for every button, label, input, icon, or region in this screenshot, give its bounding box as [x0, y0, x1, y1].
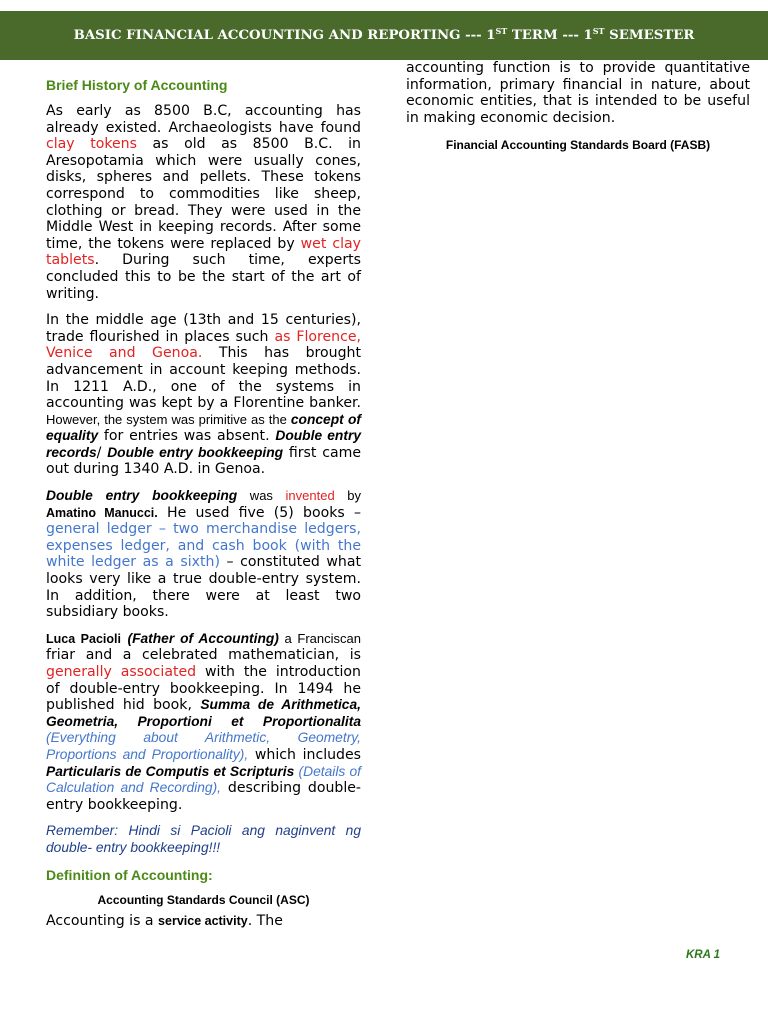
- paragraph-middle-age: In the middle age (13th and 15 centuries), trade flourished in places such as Florence, Venice and Genoa. This has brought advancement in account keeping methods. In 1211 A.D., one of the systems in accounting was kept by a Florentine banker. However, the system was primitive as the concept of equality for entries was absent. Double entry records/ Double entry bookkeeping first came out during 1340 A.D. in Genoa.: [46, 312, 362, 478]
- fasb-subheading: Financial Accounting Standards Board (FASB): [445, 138, 711, 153]
- left-column: [46, 60, 361, 929]
- page-header-bar: [0, 11, 768, 60]
- paragraph-clay-tokens: As early as 8500 B.C, accounting has already existed. Archaeologists have found clay tokens as old as 8500 B.C. in Aresopotamia which were usually cones, disks, spheres and pellets. These tokens correspond to commodities like sheep, clothing or bread. They were used in the Middle West in keeping records. After some time, the tokens were replaced by wet clay tablets. During such time, experts concluded this to be the start of the art of writing.: [46, 103, 361, 302]
- paragraph-definition-continued: accounting function is to provide quantitative information, primary financial in nature, about economic entities, that is intended to be useful in making economic decision.: [406, 60, 750, 126]
- paragraph-pacioli: Luca Pacioli (Father of Accounting) a Franciscan friar and a celebrated mathematician, is generally associated with the introduction of double-entry bookkeeping. In 1494 he published hid book, Summa de Arithmetica, Geometria, Proportioni et Proportionalita (Everything about Arithmetic, Geometry, Proportions and Proportionality), which includes Particularis de Computis et Scripturis (Details of Calculation and Recording), describing double-entry bookkeeping.: [46, 630, 361, 813]
- right-column: [406, 60, 750, 152]
- asc-subheading: Accounting Standards Council (ASC): [97, 892, 310, 907]
- heading-definition: Definition of Accounting:: [46, 866, 213, 883]
- paragraph-definition-start: Accounting is a service activity. The: [46, 912, 283, 929]
- heading-brief-history: Brief History of Accounting: [46, 77, 228, 93]
- footer-page-label: KRA 1: [686, 949, 721, 961]
- remember-note: Remember: Hindi si Pacioli ang naginvent ng double- entry bookkeeping!!!: [46, 823, 361, 855]
- paragraph-manucci: Double entry bookkeeping was invented by Amatino Manucci. He used five (5) books – general ledger – two merchandise ledgers, expenses ledger, and cash book (with the white ledger as a sixth) – constituted what looks very like a true double-entry system. In addition, there were at least two subsidiary books.: [46, 488, 362, 621]
- page-header-title: BASIC FINANCIAL ACCOUNTING AND REPORTING --- 1ST TERM --- 1ST SEMESTER: [73, 26, 695, 43]
